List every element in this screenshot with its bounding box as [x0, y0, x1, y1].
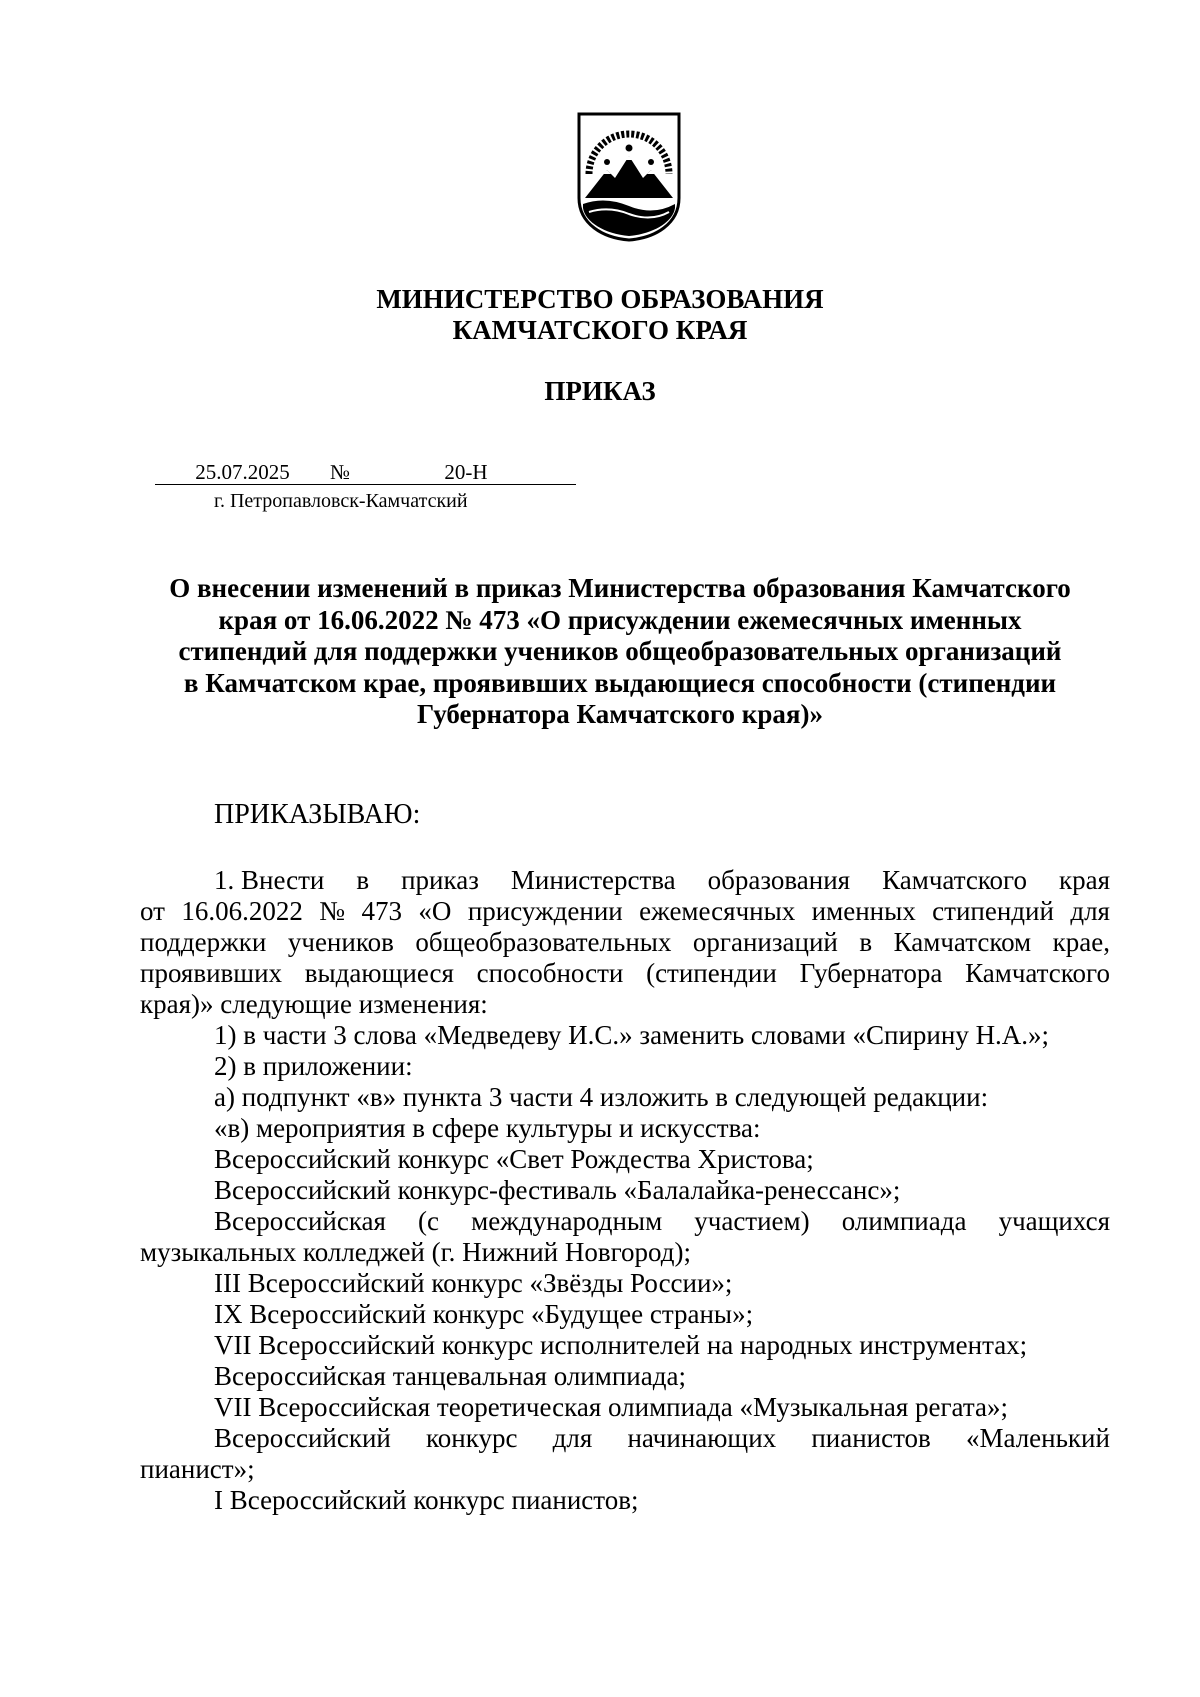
- word: ежемесячных: [639, 896, 796, 926]
- word: (с: [418, 1206, 440, 1236]
- number-sign: №: [330, 460, 356, 485]
- word: в: [356, 865, 370, 895]
- word: участием): [694, 1206, 810, 1236]
- word: 16.06.2022: [181, 896, 303, 926]
- subject-line: края от 16.06.2022 № 473 «О присуждении ежемесячных именных: [218, 604, 1022, 635]
- word: международным: [471, 1206, 663, 1236]
- list-item: 1) в части 3 слова «Медведеву И.С.» заменить словами «Спирину Н.А.»;: [214, 1020, 1050, 1050]
- word: Всероссийская: [214, 1206, 386, 1236]
- order-date: 25.07.2025: [155, 460, 330, 485]
- event-item: Всероссийский конкурс «Свет Рождества Христова;: [214, 1144, 814, 1174]
- event-item: [140, 1206, 1110, 1237]
- event-item: Всероссийский конкурс-фестиваль «Балалайка-ренессанс»;: [214, 1175, 901, 1205]
- decree-word: ПРИКАЗЫВАЮ:: [214, 799, 421, 830]
- document-type-title: ПРИКАЗ: [544, 376, 656, 406]
- word: для: [552, 1423, 593, 1453]
- coat-of-arms-emblem: [575, 112, 683, 242]
- subject-line: Губернатора Камчатского края)»: [417, 699, 823, 729]
- order-subject: [140, 573, 1100, 731]
- word: 473: [361, 896, 402, 926]
- word: именных: [811, 896, 916, 926]
- word: 1. Внести: [214, 865, 325, 895]
- event-item: IX Всероссийский конкурс «Будущее страны»;: [214, 1299, 754, 1329]
- list-item: 2) в приложении:: [214, 1051, 413, 1081]
- subject-line: в Камчатском крае, проявивших выдающиеся способности (стипендии: [183, 667, 1057, 698]
- word: выдающиеся: [304, 958, 454, 988]
- word: от: [140, 896, 165, 926]
- paragraph-line: края)» следующие изменения:: [140, 989, 488, 1019]
- subject-line: О внесении изменений в приказ Министерства образования Камчатского: [169, 573, 1071, 603]
- word: Министерства: [510, 865, 676, 895]
- word: Камчатского: [882, 865, 1027, 895]
- event-item-continuation: пианист»;: [140, 1454, 255, 1484]
- word: поддержки: [140, 927, 267, 957]
- list-item: «в) мероприятия в сфере культуры и искусства:: [214, 1113, 761, 1143]
- word: учеников: [287, 927, 394, 957]
- word: присуждении: [467, 896, 623, 926]
- city-label: г. Петропавловск-Камчатский: [214, 490, 468, 512]
- word: «Маленький: [965, 1423, 1110, 1453]
- word: приказ: [401, 865, 479, 895]
- word: «О: [418, 896, 452, 926]
- word: общеобразовательных: [415, 927, 672, 957]
- word: конкурс: [426, 1423, 518, 1453]
- ministry-name-line2: КАМЧАТСКОГО КРАЯ: [452, 315, 748, 345]
- paragraph-line: [140, 865, 1110, 896]
- word: способности: [476, 958, 624, 988]
- word: образования: [707, 865, 851, 895]
- ministry-name-line1: МИНИСТЕРСТВО ОБРАЗОВАНИЯ: [376, 284, 824, 314]
- event-item: VII Всероссийская теоретическая олимпиада «Музыкальная регата»;: [214, 1392, 1008, 1422]
- order-number: 20-Н: [356, 460, 576, 485]
- word: олимпиада: [841, 1206, 967, 1236]
- word: стипендий: [932, 896, 1054, 926]
- event-item: [140, 1423, 1110, 1454]
- word: (стипендии: [646, 958, 777, 988]
- event-item: Всероссийская танцевальная олимпиада;: [214, 1361, 686, 1391]
- list-item: а) подпункт «в» пункта 3 части 4 изложить в следующей редакции:: [214, 1082, 989, 1112]
- event-item-continuation: музыкальных колледжей (г. Нижний Новгород);: [140, 1237, 691, 1267]
- word: организаций: [692, 927, 838, 957]
- event-item: I Всероссийский конкурс пианистов;: [214, 1485, 639, 1515]
- word: крае,: [1052, 927, 1110, 957]
- word: Камчатского: [965, 958, 1110, 988]
- word: Губернатора: [799, 958, 943, 988]
- word: Камчатском: [893, 927, 1032, 957]
- event-item: III Всероссийский конкурс «Звёзды России»;: [214, 1268, 733, 1298]
- event-item: VII Всероссийский конкурс исполнителей на народных инструментах;: [214, 1330, 1028, 1360]
- word: пианистов: [811, 1423, 931, 1453]
- subject-line: стипендий для поддержки учеников общеобразовательных организаций: [178, 636, 1062, 666]
- word: края: [1058, 865, 1110, 895]
- paragraph-line: [140, 927, 1110, 958]
- order-body: [140, 865, 1110, 1516]
- word: начинающих: [627, 1423, 777, 1453]
- paragraph-line: [140, 958, 1110, 989]
- word: Всероссийский: [214, 1423, 391, 1453]
- word: в: [859, 927, 873, 957]
- word: учащихся: [998, 1206, 1110, 1236]
- paragraph-line: [140, 896, 1110, 927]
- word: для: [1070, 896, 1110, 926]
- word: №: [319, 896, 346, 926]
- word: проявивших: [140, 958, 283, 988]
